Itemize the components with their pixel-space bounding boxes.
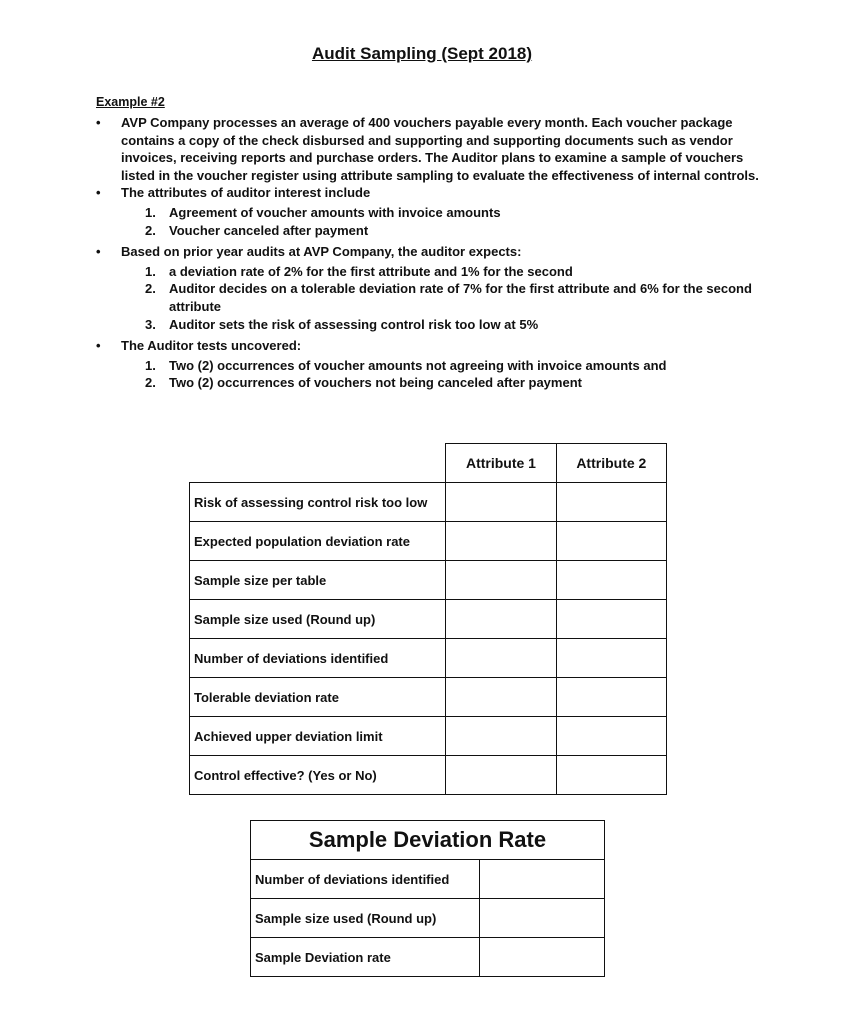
header-blank-cell xyxy=(190,444,446,483)
bullet-item xyxy=(96,337,776,392)
item-text: Auditor decides on a tolerable deviation rate of 7% for the first attribute and 6% for the second attribute xyxy=(169,281,752,314)
bullet-item xyxy=(96,114,776,184)
bullet-item xyxy=(96,243,776,333)
attribute-1-cell[interactable] xyxy=(446,522,556,561)
value-cell[interactable] xyxy=(480,899,605,938)
table-row xyxy=(190,756,667,795)
bullet-text: The Auditor tests uncovered: xyxy=(121,338,302,354)
numbered-list xyxy=(121,357,776,392)
value-cell[interactable] xyxy=(480,938,605,977)
attribute-1-cell[interactable] xyxy=(446,756,556,795)
bullet-text: AVP Company processes an average of 400 vouchers payable every month. Each voucher package contains a copy of the check disbursed and supporting and supporting documents such as vendor invoices, receiving reports and purchase orders. The Auditor plans to examine a sample of vouchers listed in the voucher register using attribute sampling to evaluate the effectiveness of internal controls. xyxy=(121,115,759,183)
attribute-2-cell[interactable] xyxy=(556,639,666,678)
numbered-list xyxy=(121,263,776,333)
sample-deviation-title: Sample Deviation Rate xyxy=(251,821,605,860)
row-label: Sample size per table xyxy=(190,561,446,600)
item-number: 1. xyxy=(145,263,156,279)
row-label: Expected population deviation rate xyxy=(190,522,446,561)
table-row xyxy=(190,522,667,561)
numbered-item xyxy=(121,316,776,334)
bullet-dot-icon: • xyxy=(96,185,101,201)
item-text: Agreement of voucher amounts with invoice amounts xyxy=(169,204,501,220)
table-row xyxy=(190,600,667,639)
item-text: Voucher canceled after payment xyxy=(169,222,369,238)
table-row xyxy=(190,561,667,600)
row-label: Number of deviations identified xyxy=(251,860,480,899)
sample-deviation-table xyxy=(250,820,605,977)
row-label: Sample size used (Round up) xyxy=(190,600,446,639)
attribute-2-cell[interactable] xyxy=(556,600,666,639)
row-label: Tolerable deviation rate xyxy=(190,678,446,717)
table-header-row xyxy=(190,444,667,483)
attribute-1-cell[interactable] xyxy=(446,483,556,522)
row-label: Sample size used (Round up) xyxy=(251,899,480,938)
row-label: Sample Deviation rate xyxy=(251,938,480,977)
item-number: 1. xyxy=(145,204,156,220)
attribute-2-cell[interactable] xyxy=(556,522,666,561)
numbered-list xyxy=(121,204,776,239)
attribute-2-cell[interactable] xyxy=(556,756,666,795)
item-number: 2. xyxy=(145,281,156,297)
example-heading: Example #2 xyxy=(96,95,165,109)
numbered-item xyxy=(121,263,776,281)
attribute-2-cell[interactable] xyxy=(556,561,666,600)
bullet-text: The attributes of auditor interest include xyxy=(121,185,371,201)
item-text: Two (2) occurrences of vouchers not being canceled after payment xyxy=(169,375,582,391)
row-label: Number of deviations identified xyxy=(190,639,446,678)
row-label: Control effective? (Yes or No) xyxy=(190,756,446,795)
bullet-dot-icon: • xyxy=(96,115,101,130)
bullet-dot-icon: • xyxy=(96,338,101,354)
item-number: 3. xyxy=(145,316,156,332)
attribute-1-cell[interactable] xyxy=(446,678,556,717)
attribute-2-cell[interactable] xyxy=(556,678,666,717)
page-title: Audit Sampling (Sept 2018) xyxy=(311,44,533,63)
numbered-item xyxy=(121,222,776,240)
bullet-text: Based on prior year audits at AVP Company, the auditor expects: xyxy=(121,244,522,260)
item-text: a deviation rate of 2% for the first attribute and 1% for the second xyxy=(169,263,573,279)
item-text: Auditor sets the risk of assessing control risk too low at 5% xyxy=(169,316,539,332)
item-text: Two (2) occurrences of voucher amounts not agreeing with invoice amounts and xyxy=(169,357,667,373)
row-label: Risk of assessing control risk too low xyxy=(190,483,446,522)
table-row xyxy=(251,899,605,938)
table-row xyxy=(190,483,667,522)
numbered-item xyxy=(121,357,776,375)
numbered-item xyxy=(121,374,776,392)
header-attribute-1: Attribute 1 xyxy=(446,444,556,483)
numbered-item xyxy=(121,204,776,222)
bullet-dot-icon: • xyxy=(96,244,101,260)
attribute-1-cell[interactable] xyxy=(446,639,556,678)
bullet-item xyxy=(96,184,776,239)
attribute-1-cell[interactable] xyxy=(446,717,556,756)
attribute-table xyxy=(189,443,667,795)
attribute-1-cell[interactable] xyxy=(446,561,556,600)
item-number: 2. xyxy=(145,222,156,238)
numbered-item xyxy=(121,280,776,315)
table-row xyxy=(190,639,667,678)
table-title-row xyxy=(251,821,605,860)
value-cell[interactable] xyxy=(480,860,605,899)
bullet-list xyxy=(96,114,776,396)
attribute-2-cell[interactable] xyxy=(556,717,666,756)
header-attribute-2: Attribute 2 xyxy=(556,444,666,483)
table-row xyxy=(190,717,667,756)
table-row xyxy=(251,938,605,977)
row-label: Achieved upper deviation limit xyxy=(190,717,446,756)
table-row xyxy=(190,678,667,717)
item-number: 1. xyxy=(145,357,156,373)
attribute-2-cell[interactable] xyxy=(556,483,666,522)
table-row xyxy=(251,860,605,899)
item-number: 2. xyxy=(145,375,156,391)
attribute-1-cell[interactable] xyxy=(446,600,556,639)
